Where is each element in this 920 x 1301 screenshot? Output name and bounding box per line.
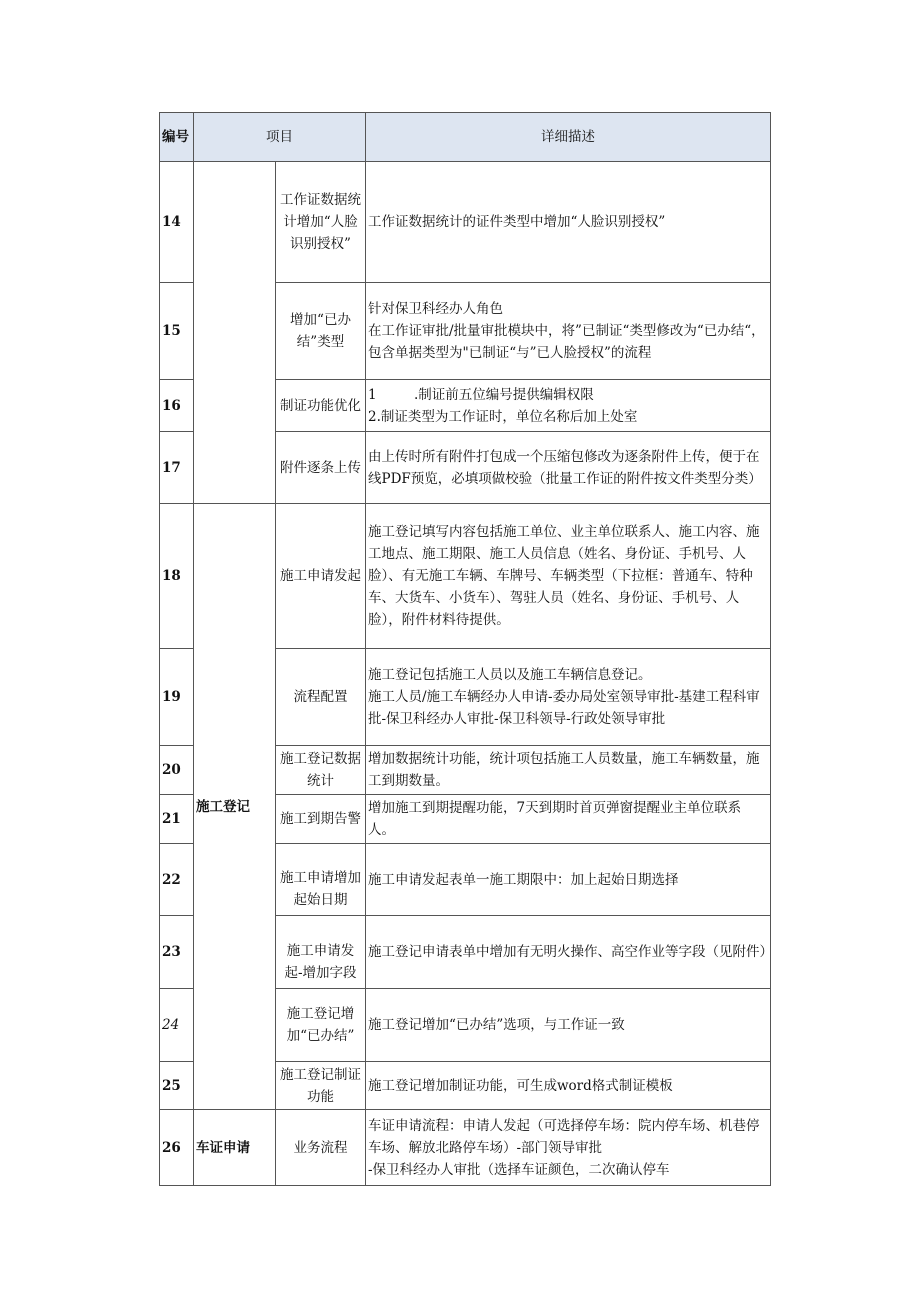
table-row xyxy=(160,504,771,649)
desc-line xyxy=(368,384,768,406)
row-item: 施工登记数据统计 xyxy=(276,746,366,795)
row-desc: 由上传时所有附件打包成一个压缩包修改为逐条附件上传，便于在线PDF预览，必填项做校验（批量工作证的附件按文件类型分类） xyxy=(366,432,771,504)
row-item: 施工申请发起 xyxy=(276,504,366,649)
row-item: 增加“已办结”类型 xyxy=(276,283,366,380)
desc-line: 针对保卫科经办人角色 xyxy=(368,301,503,317)
header-detail: 详细描述 xyxy=(366,113,771,162)
table-header-row xyxy=(160,113,771,162)
row-num: 20 xyxy=(160,746,194,795)
desc-line: 2.制证类型为工作证时，单位名称后加上处室 xyxy=(368,408,638,425)
row-desc xyxy=(366,283,771,380)
row-item: 施工登记制证功能 xyxy=(276,1062,366,1110)
row-num: 24 xyxy=(160,989,194,1062)
row-desc: 工作证数据统计的证件类型中增加“人脸识别授权” xyxy=(366,162,771,283)
row-desc: 施工登记增加“已办结”选项，与工作证一致 xyxy=(366,989,771,1062)
list-number: 1 xyxy=(368,386,377,403)
desc-line: 施工登记包括施工人员以及施工车辆信息登记。 xyxy=(368,667,652,683)
desc-line: 施工人员/施工车辆经办人申请-委办局处室领导审批-基建工程科审批-保卫科经办人审批-保卫科领导-行政处领导审批 xyxy=(368,689,760,727)
row-desc: 施工申请发起表单一施工期限中：加上起始日期选择 xyxy=(366,844,771,916)
row-num: 22 xyxy=(160,844,194,916)
table-row xyxy=(160,1110,771,1186)
row-desc: 施工登记增加制证功能，可生成word格式制证模板 xyxy=(366,1062,771,1110)
row-num: 15 xyxy=(160,283,194,380)
group-construction: 施工登记 xyxy=(194,504,276,1110)
header-num: 编号 xyxy=(160,113,194,162)
row-item: 施工登记增加“已办结” xyxy=(276,989,366,1062)
row-item: 工作证数据统计增加“人脸识别授权” xyxy=(276,162,366,283)
row-num: 21 xyxy=(160,795,194,844)
row-item: 流程配置 xyxy=(276,649,366,746)
row-num: 17 xyxy=(160,432,194,504)
row-desc: 施工登记申请表单中增加有无明火操作、高空作业等字段（见附件） xyxy=(366,916,771,989)
row-desc xyxy=(366,649,771,746)
table-row xyxy=(160,162,771,283)
row-num: 23 xyxy=(160,916,194,989)
row-desc: 施工登记填写内容包括施工单位、业主单位联系人、施工内容、施工地点、施工期限、施工人员信息（姓名、身份证、手机号、人脸）、有无施工车辆、车牌号、车辆类型（下拉框：普通车、特种车、大货车、小货车）、驾驻人员（姓名、身份证、手机号、人脸），附件材料待提供。 xyxy=(366,504,771,649)
row-desc xyxy=(366,1110,771,1186)
row-item: 施工到期告警 xyxy=(276,795,366,844)
row-num: 26 xyxy=(160,1110,194,1186)
row-num: 14 xyxy=(160,162,194,283)
desc-text: .制证前五位编号提供编辑权限 xyxy=(414,386,594,403)
row-item: 制证功能优化 xyxy=(276,380,366,432)
header-project: 项目 xyxy=(194,113,366,162)
requirements-table xyxy=(159,112,771,1186)
row-num: 25 xyxy=(160,1062,194,1110)
row-item: 附件逐条上传 xyxy=(276,432,366,504)
row-num: 19 xyxy=(160,649,194,746)
desc-line: -保卫科经办人审批（选择车证颜色，二次确认停车 xyxy=(368,1161,670,1178)
row-desc xyxy=(366,380,771,432)
group-car-permit: 车证申请 xyxy=(194,1110,276,1186)
row-num: 18 xyxy=(160,504,194,649)
row-item: 施工申请增加起始日期 xyxy=(276,844,366,916)
row-item: 施工申请发起-增加字段 xyxy=(276,916,366,989)
row-desc: 增加施工到期提醒功能，7天到期时首页弹窗提醒业主单位联系人。 xyxy=(366,795,771,844)
desc-line: 车证申请流程：申请人发起（可选择停车场：院内停车场、机巷停车场、解放北路停车场）-部门领导审批 xyxy=(368,1117,760,1156)
desc-line: 在工作证审批/批量审批模块中，将”已制证“类型修改为“已办结“，包含单据类型为"已制证“与”已人脸授权”的流程 xyxy=(368,323,765,361)
group-empty-cell xyxy=(194,162,276,504)
row-desc: 增加数据统计功能，统计项包括施工人员数量，施工车辆数量，施工到期数量。 xyxy=(366,746,771,795)
row-item: 业务流程 xyxy=(276,1110,366,1186)
row-num: 16 xyxy=(160,380,194,432)
